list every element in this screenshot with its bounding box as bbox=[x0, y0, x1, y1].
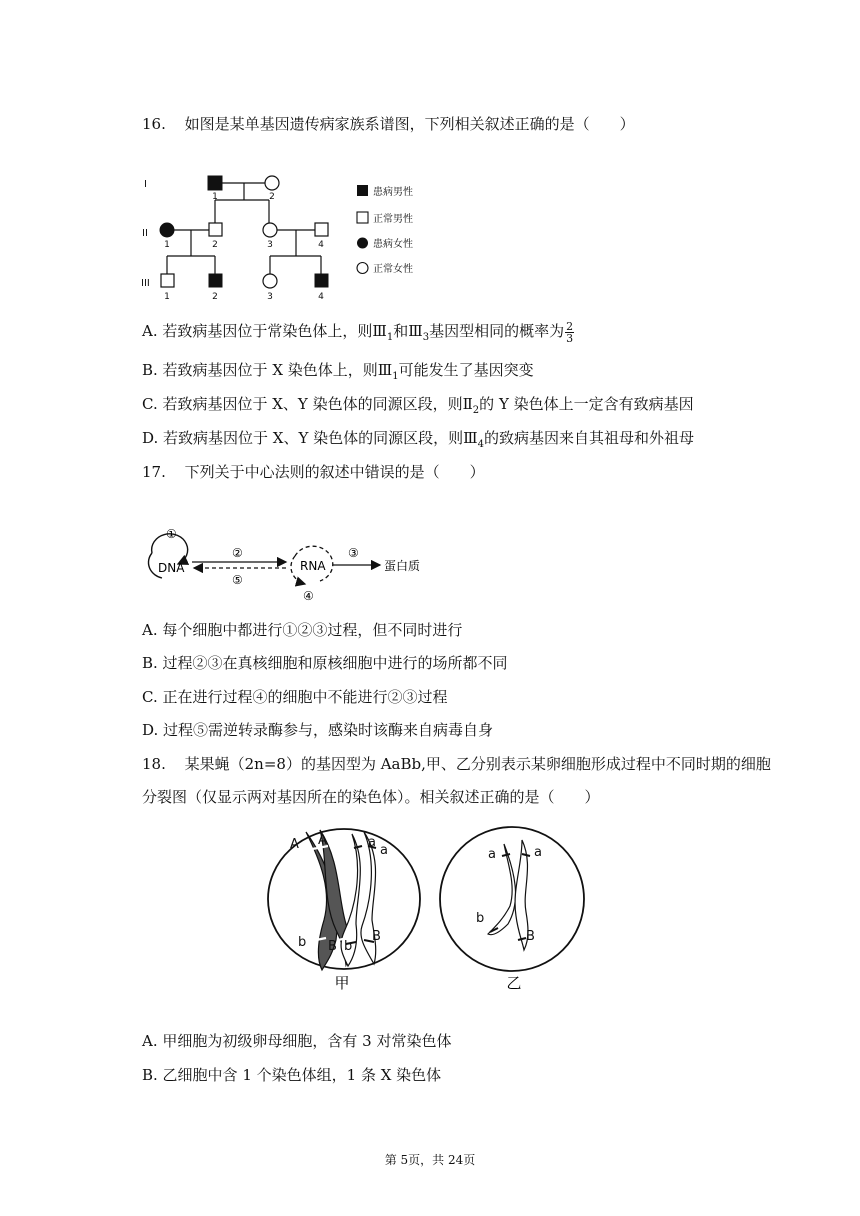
page-footer: 第 5页，共 24页 bbox=[384, 1153, 476, 1167]
gene-b-left: b bbox=[298, 935, 307, 950]
legend-affected-female-icon bbox=[357, 238, 368, 249]
num-I2: 2 bbox=[269, 192, 275, 202]
q16-option-d: D. 若致病基因位于 X、Y 染色体的同源区段，则$Ⅲ_4$的致病基因来自其祖母和外祖母 bbox=[142, 429, 695, 450]
num-I1: 1 bbox=[212, 192, 218, 202]
gene-B-right: B bbox=[372, 929, 381, 944]
num-II4: 4 bbox=[318, 240, 324, 250]
pedigree-III2-affected-male bbox=[209, 274, 222, 287]
label-process-1: ① bbox=[166, 527, 177, 541]
label-process-5: ⑤ bbox=[232, 573, 243, 587]
q16-option-b: B. 若致病基因位于 X 染色体上，则$Ⅲ_1$可能发生了基因突变 bbox=[142, 361, 534, 382]
pedigree-II4-normal-male bbox=[315, 223, 328, 236]
gene-B-left: B bbox=[328, 939, 337, 954]
q18-stem-1: 某果蝇（2n=8）的基因型为 AaBb,甲、乙分别表示某卵细胞形成过程中不同时期的细胞 bbox=[184, 755, 771, 773]
q16-option-a: A. 若致病基因位于常染色体上，则$Ⅲ_1$和$Ⅲ_3$基因型相同的概率为 $\frac{2}{3}$ bbox=[142, 319, 574, 345]
cell-division-figure bbox=[260, 820, 600, 1000]
q16-stem: 如图是某单基因遗传病家族系谱图，下列相关叙述正确的是（ ） bbox=[184, 115, 635, 133]
legend-normal-female: 正常女性 bbox=[373, 264, 413, 275]
num-II1: 1 bbox=[164, 240, 170, 250]
protein-node: 蛋白质 bbox=[384, 559, 421, 573]
gene-a-left: a bbox=[368, 835, 376, 850]
gene-B-yi: B bbox=[526, 929, 535, 944]
gene-b-right: b bbox=[344, 939, 353, 954]
pedigree-I1-affected-male bbox=[208, 176, 222, 190]
gene-b-yi: b bbox=[476, 911, 485, 926]
q17-option-c: C. 正在进行过程④的细胞中不能进行②③过程 bbox=[142, 688, 448, 706]
gene-A-right: A bbox=[318, 833, 327, 848]
label-process-2: ② bbox=[232, 546, 243, 560]
legend-affected-male-icon bbox=[357, 185, 368, 196]
q18-option-b: B. 乙细胞中含 1 个染色体组，1 条 X 染色体 bbox=[142, 1066, 442, 1084]
q16-option-c: C. 若致病基因位于 X、Y 染色体的同源区段，则$Ⅱ_2$的 Y 染色体上一定含有致病基因 bbox=[142, 395, 694, 416]
num-III4: 4 bbox=[318, 292, 324, 302]
q16-stem-line bbox=[142, 113, 635, 134]
gene-a-yi-left: a bbox=[488, 847, 496, 862]
pedigree-II3-normal-female bbox=[263, 223, 277, 237]
legend-normal-male-icon bbox=[357, 212, 368, 223]
num-III1: 1 bbox=[164, 292, 170, 302]
pedigree-II2-normal-male bbox=[209, 223, 222, 236]
cell-yi-label: 乙 bbox=[506, 974, 522, 992]
q18-option-a: A. 甲细胞为初级卵母细胞，含有 3 对常染色体 bbox=[142, 1032, 452, 1050]
label-process-4: ④ bbox=[303, 589, 314, 603]
gen-label-3: III bbox=[141, 278, 150, 289]
pedigree-I2-normal-female bbox=[265, 176, 279, 190]
label-process-3: ③ bbox=[348, 546, 359, 560]
legend-normal-male: 正常男性 bbox=[373, 214, 413, 225]
rna-node: RNA bbox=[300, 559, 326, 573]
gen-label-2: II bbox=[142, 228, 148, 239]
num-II3: 3 bbox=[267, 240, 273, 250]
pedigree-II1-affected-female bbox=[160, 223, 174, 237]
central-dogma-diagram bbox=[140, 526, 450, 606]
cell-jia-label: 甲 bbox=[334, 974, 350, 992]
gene-A-left: A bbox=[290, 837, 299, 852]
q18-stem-line1 bbox=[142, 753, 771, 774]
q17-number: 17. bbox=[142, 463, 166, 481]
legend-affected-female: 患病女性 bbox=[373, 239, 413, 250]
q18-number: 18. bbox=[142, 755, 166, 773]
q17-option-d: D. 过程⑤需逆转录酶参与，感染时该酶来自病毒自身 bbox=[142, 721, 494, 739]
dna-node: DNA bbox=[158, 561, 185, 575]
fraction-two-thirds: $\frac{2}{3}$ bbox=[566, 319, 574, 345]
q17-option-a: A. 每个细胞中都进行①②③过程，但不同时进行 bbox=[142, 621, 463, 639]
pedigree-III1-normal-male bbox=[161, 274, 174, 287]
gene-a-yi-right: a bbox=[534, 845, 542, 860]
q17-stem: 下列关于中心法则的叙述中错误的是（ ） bbox=[184, 463, 485, 481]
q18-stem-2: 分裂图（仅显示两对基因所在的染色体）。相关叙述正确的是（ ） bbox=[142, 788, 600, 806]
pedigree-chart bbox=[140, 170, 440, 305]
legend-affected-male: 患病男性 bbox=[373, 187, 413, 198]
q17-option-b: B. 过程②③在真核细胞和原核细胞中进行的场所都不同 bbox=[142, 654, 508, 672]
num-II2: 2 bbox=[212, 240, 218, 250]
num-III3: 3 bbox=[267, 292, 273, 302]
gen-label-1: I bbox=[144, 179, 147, 190]
q16-number: 16. bbox=[142, 115, 166, 133]
pedigree-III4-affected-male bbox=[315, 274, 328, 287]
num-III2: 2 bbox=[212, 292, 218, 302]
gene-a-right: a bbox=[380, 843, 388, 858]
pedigree-III3-normal-female bbox=[263, 274, 277, 288]
legend-normal-female-icon bbox=[357, 263, 368, 274]
q17-stem-line bbox=[142, 461, 485, 482]
